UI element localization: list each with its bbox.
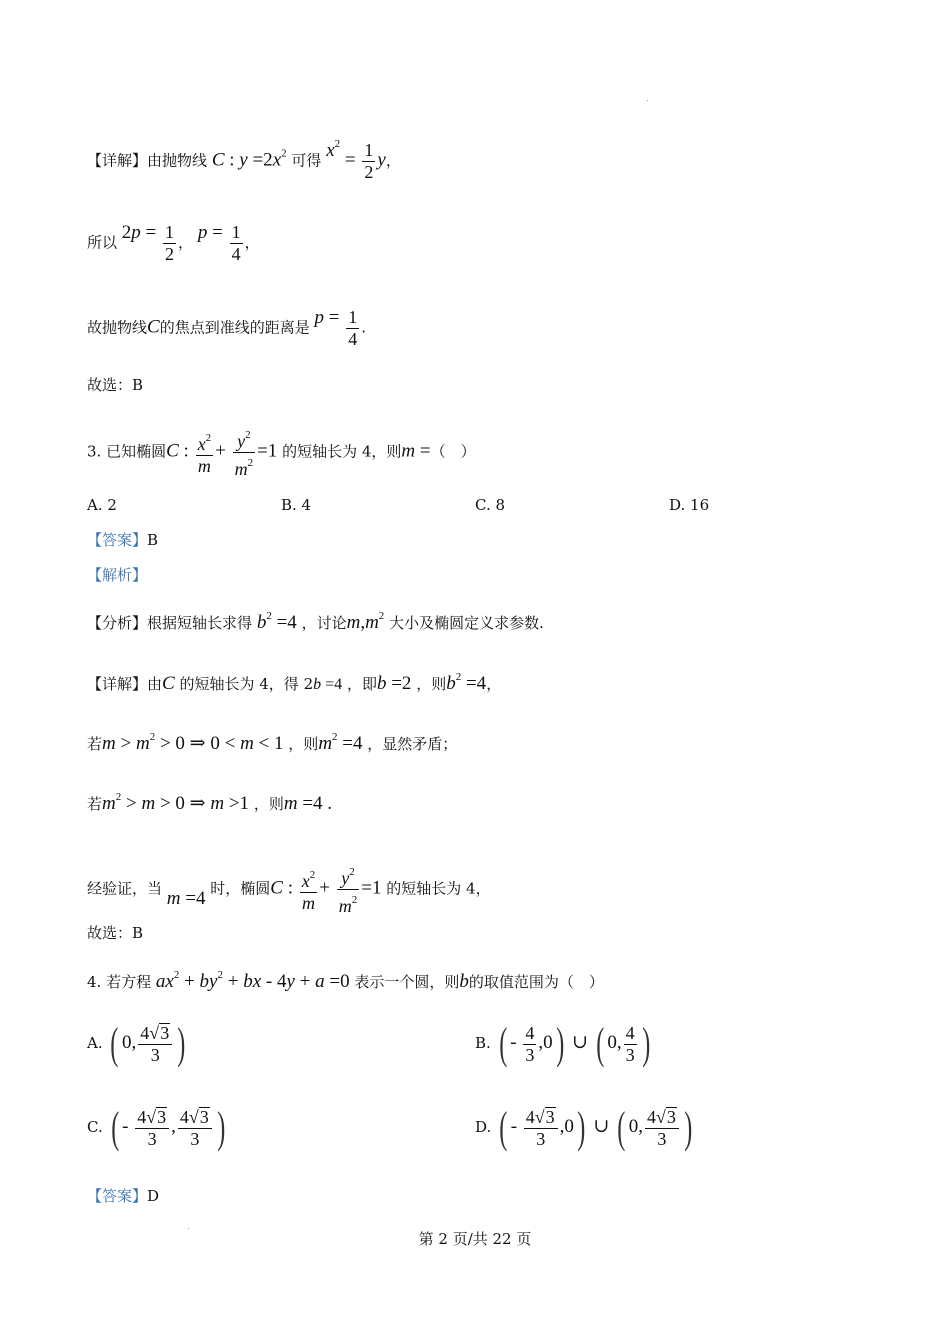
verify-line: 经验证，当 m =4 时，椭圆C : $\frac{x^2}{m}$ + $\frac{y^2}{m^2}$ =1 的短轴长为 4， bbox=[87, 866, 491, 916]
detail-line-3: 故抛物线C的焦点到准线的距离是 p = $\frac{1}{4}$ . bbox=[87, 306, 367, 349]
q3-option-a[interactable]: A. 2 bbox=[87, 496, 117, 514]
q3-option-c[interactable]: C. 8 bbox=[475, 496, 506, 514]
q4-option-c[interactable]: C. ( - $\frac{4√3}{3}$ , $\frac{4√3}{3}$ ) bbox=[87, 1103, 226, 1152]
choose-line-1: 故选：B bbox=[87, 376, 144, 394]
q4-option-b[interactable]: B. ( - $\frac{4}{3}$ ,0) ∪ ( 0, $\frac{4}{3}$ ) bbox=[475, 1019, 650, 1068]
question-4: 4. 若方程 $ax^2 + by^2$ + bx - 4y + a =0 表示一个圆，则b的取值范围为（ ） bbox=[87, 969, 604, 992]
q4-option-d[interactable]: D. ( - $\frac{4√3}{3}$ ,0) ∪ ( 0, $\frac{4√3}{3}$ ) bbox=[475, 1103, 693, 1152]
detail-line-1: 【详解】由抛物线 C : $y =2x^2$ 可得 $x^2$ = $\frac{1}{2}$ y， bbox=[87, 137, 401, 182]
q3-option-b[interactable]: B. 4 bbox=[281, 496, 312, 514]
question-3: 3. 已知椭圆C : $\frac{x^2}{m}$ + $\frac{y^2}{m^2}$ =1 的短轴长为 4，则m =（ ） bbox=[87, 429, 476, 479]
case-1-line: 若$m > m^2 > 0$ ⇒ 0 < m < 1 ，则$m^2 =4$ ，显然矛盾； bbox=[87, 731, 458, 754]
q3-option-d[interactable]: D. 16 bbox=[669, 496, 710, 514]
q3-answer-line: 【答案】B bbox=[87, 531, 159, 549]
detail-line-2: 所以 2p = $\frac{1}{2}$ ， p = $\frac{1}{4}$ ， bbox=[87, 221, 260, 264]
analysis-heading: 【解析】 bbox=[87, 566, 148, 584]
q4-answer-line: 【答案】D bbox=[87, 1187, 160, 1205]
analysis-line: 【分析】根据短轴长求得 $b^2 =4$ ，讨论$m,m^2$ 大小及椭圆定义求参数. bbox=[87, 610, 544, 633]
page-footer: 第 2 页/共 22 页 bbox=[418, 1230, 532, 1248]
choose-line-2: 故选：B bbox=[87, 924, 144, 942]
case-2-line: 若$m^2 > m > 0$ ⇒ m >1 ，则m =4 . bbox=[87, 791, 333, 814]
detail-line-4: 【详解】由C 的短轴长为 4，得 2b =4 ，即b =2 ，则$b^2 =4$， bbox=[87, 671, 502, 694]
q4-option-a[interactable]: A. ( 0, $\frac{4√3}{3}$ ) bbox=[87, 1019, 186, 1068]
